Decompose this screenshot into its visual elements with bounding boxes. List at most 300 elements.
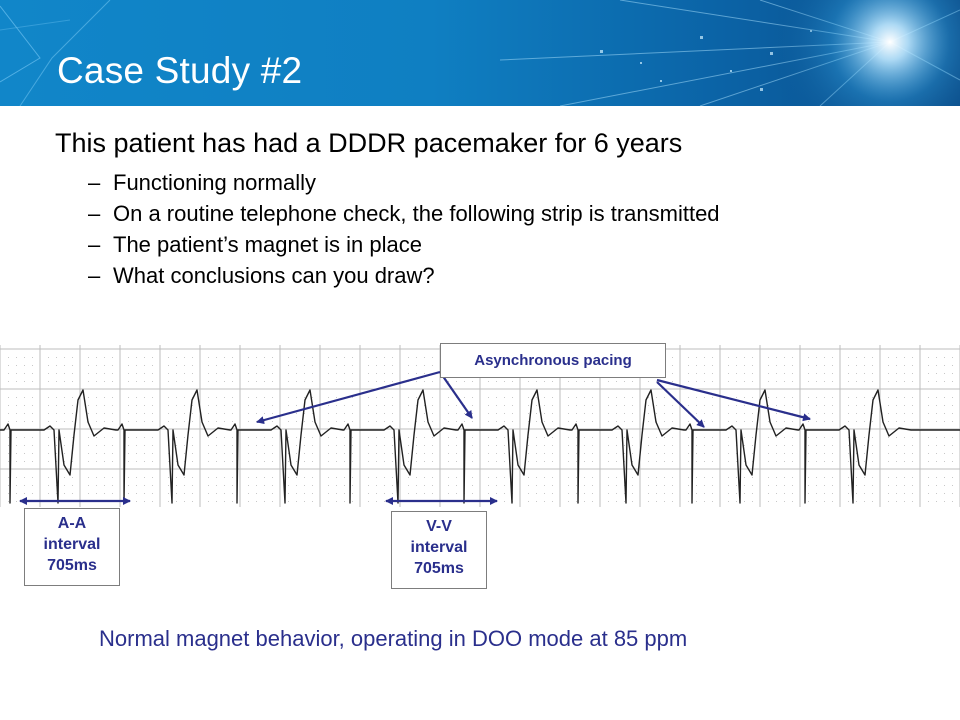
grid-dot bbox=[448, 381, 449, 382]
grid-dot bbox=[208, 437, 209, 438]
grid-dot bbox=[232, 445, 233, 446]
grid-dot bbox=[344, 477, 345, 478]
grid-dot bbox=[872, 397, 873, 398]
grid-dot bbox=[592, 397, 593, 398]
grid-dot bbox=[96, 373, 97, 374]
grid-dot bbox=[864, 373, 865, 374]
grid-dot bbox=[384, 477, 385, 478]
grid-dot bbox=[112, 357, 113, 358]
grid-dot bbox=[912, 413, 913, 414]
grid-dot bbox=[328, 373, 329, 374]
grid-dot bbox=[536, 493, 537, 494]
grid-dot bbox=[256, 365, 257, 366]
grid-dot bbox=[144, 501, 145, 502]
grid-dot bbox=[152, 493, 153, 494]
grid-dot bbox=[552, 445, 553, 446]
grid-dot bbox=[544, 485, 545, 486]
grid-dot bbox=[336, 413, 337, 414]
grid-dot bbox=[664, 413, 665, 414]
grid-dot bbox=[792, 397, 793, 398]
grid-dot bbox=[568, 381, 569, 382]
grid-dot bbox=[312, 453, 313, 454]
grid-dot bbox=[368, 373, 369, 374]
grid-dot bbox=[48, 357, 49, 358]
grid-dot bbox=[256, 437, 257, 438]
grid-dot bbox=[208, 413, 209, 414]
grid-dot bbox=[88, 493, 89, 494]
grid-dot bbox=[128, 493, 129, 494]
grid-dot bbox=[368, 405, 369, 406]
grid-dot bbox=[912, 493, 913, 494]
grid-dot bbox=[64, 477, 65, 478]
grid-dot bbox=[304, 437, 305, 438]
grid-dot bbox=[736, 397, 737, 398]
grid-dot bbox=[728, 421, 729, 422]
grid-dot bbox=[208, 477, 209, 478]
grid-dot bbox=[232, 373, 233, 374]
grid-dot bbox=[736, 365, 737, 366]
grid-dot bbox=[816, 485, 817, 486]
grid-dot bbox=[144, 485, 145, 486]
grid-dot bbox=[408, 397, 409, 398]
grid-dot bbox=[136, 493, 137, 494]
grid-dot bbox=[136, 437, 137, 438]
grid-dot bbox=[248, 421, 249, 422]
grid-dot bbox=[832, 381, 833, 382]
grid-dot bbox=[568, 501, 569, 502]
grid-dot bbox=[912, 453, 913, 454]
grid-dot bbox=[368, 461, 369, 462]
grid-dot bbox=[184, 405, 185, 406]
grid-dot bbox=[856, 437, 857, 438]
grid-dot bbox=[896, 461, 897, 462]
grid-dot bbox=[936, 453, 937, 454]
grid-dot bbox=[456, 477, 457, 478]
grid-dot bbox=[608, 461, 609, 462]
grid-dot bbox=[712, 461, 713, 462]
grid-dot bbox=[168, 485, 169, 486]
grid-dot bbox=[808, 501, 809, 502]
grid-dot bbox=[752, 485, 753, 486]
grid-dot bbox=[704, 445, 705, 446]
grid-dot bbox=[832, 357, 833, 358]
grid-dot bbox=[792, 365, 793, 366]
grid-dot bbox=[224, 445, 225, 446]
grid-dot bbox=[232, 381, 233, 382]
grid-dot bbox=[48, 493, 49, 494]
grid-dot bbox=[696, 381, 697, 382]
grid-dot bbox=[712, 501, 713, 502]
grid-dot bbox=[96, 357, 97, 358]
grid-dot bbox=[256, 405, 257, 406]
grid-dot bbox=[208, 493, 209, 494]
grid-dot bbox=[648, 445, 649, 446]
grid-dot bbox=[808, 437, 809, 438]
grid-dot bbox=[144, 477, 145, 478]
grid-dot bbox=[848, 477, 849, 478]
grid-dot bbox=[136, 445, 137, 446]
grid-dot bbox=[64, 413, 65, 414]
grid-dot bbox=[848, 397, 849, 398]
grid-dot bbox=[536, 445, 537, 446]
grid-dot bbox=[768, 421, 769, 422]
grid-dot bbox=[616, 381, 617, 382]
grid-dot bbox=[832, 461, 833, 462]
grid-dot bbox=[808, 477, 809, 478]
grid-dot bbox=[776, 405, 777, 406]
grid-dot bbox=[768, 485, 769, 486]
grid-dot bbox=[696, 397, 697, 398]
grid-dot bbox=[272, 373, 273, 374]
grid-dot bbox=[272, 397, 273, 398]
grid-dot bbox=[264, 453, 265, 454]
grid-dot bbox=[24, 373, 25, 374]
grid-dot bbox=[432, 493, 433, 494]
grid-dot bbox=[936, 437, 937, 438]
grid-dot bbox=[728, 461, 729, 462]
grid-dot bbox=[152, 437, 153, 438]
grid-dot bbox=[168, 397, 169, 398]
grid-dot bbox=[256, 461, 257, 462]
grid-dot bbox=[888, 437, 889, 438]
grid-dot bbox=[352, 445, 353, 446]
grid-dot bbox=[888, 365, 889, 366]
grid-dot bbox=[32, 501, 33, 502]
grid-dot bbox=[216, 437, 217, 438]
grid-dot bbox=[88, 477, 89, 478]
grid-dot bbox=[856, 461, 857, 462]
grid-dot bbox=[936, 493, 937, 494]
grid-dot bbox=[224, 373, 225, 374]
grid-dot bbox=[64, 381, 65, 382]
grid-dot bbox=[296, 445, 297, 446]
grid-dot bbox=[664, 437, 665, 438]
grid-dot bbox=[528, 413, 529, 414]
grid-dot bbox=[232, 461, 233, 462]
grid-dot bbox=[312, 501, 313, 502]
grid-dot bbox=[208, 373, 209, 374]
grid-dot bbox=[128, 477, 129, 478]
grid-dot bbox=[816, 501, 817, 502]
grid-dot bbox=[864, 477, 865, 478]
grid-dot bbox=[208, 453, 209, 454]
grid-dot bbox=[384, 381, 385, 382]
grid-dot bbox=[264, 445, 265, 446]
grid-dot bbox=[264, 357, 265, 358]
grid-dot bbox=[72, 397, 73, 398]
grid-dot bbox=[16, 501, 17, 502]
grid-dot bbox=[928, 445, 929, 446]
grid-dot bbox=[216, 421, 217, 422]
grid-dot bbox=[768, 437, 769, 438]
grid-dot bbox=[728, 477, 729, 478]
grid-dot bbox=[936, 357, 937, 358]
grid-dot bbox=[536, 461, 537, 462]
grid-dot bbox=[208, 357, 209, 358]
grid-dot bbox=[688, 365, 689, 366]
grid-dot bbox=[192, 501, 193, 502]
grid-dot bbox=[296, 437, 297, 438]
grid-dot bbox=[944, 397, 945, 398]
grid-dot bbox=[216, 365, 217, 366]
grid-dot bbox=[432, 413, 433, 414]
grid-dot bbox=[872, 445, 873, 446]
grid-dot bbox=[904, 437, 905, 438]
grid-dot bbox=[952, 381, 953, 382]
grid-dot bbox=[32, 413, 33, 414]
grid-dot bbox=[544, 493, 545, 494]
grid-dot bbox=[376, 365, 377, 366]
grid-dot bbox=[504, 485, 505, 486]
grid-dot bbox=[16, 437, 17, 438]
grid-dot bbox=[144, 421, 145, 422]
grid-dot bbox=[208, 461, 209, 462]
grid-dot bbox=[864, 413, 865, 414]
grid-dot bbox=[48, 373, 49, 374]
grid-dot bbox=[8, 493, 9, 494]
grid-dot bbox=[824, 381, 825, 382]
grid-dot bbox=[328, 437, 329, 438]
grid-dot bbox=[496, 485, 497, 486]
grid-dot bbox=[136, 365, 137, 366]
grid-dot bbox=[712, 445, 713, 446]
grid-dot bbox=[352, 421, 353, 422]
grid-dot bbox=[488, 445, 489, 446]
grid-dot bbox=[304, 357, 305, 358]
grid-dot bbox=[384, 397, 385, 398]
grid-dot bbox=[152, 477, 153, 478]
grid-dot bbox=[888, 357, 889, 358]
grid-dot bbox=[144, 357, 145, 358]
grid-dot bbox=[288, 485, 289, 486]
grid-dot bbox=[32, 405, 33, 406]
grid-dot bbox=[312, 397, 313, 398]
grid-dot bbox=[304, 477, 305, 478]
grid-dot bbox=[768, 365, 769, 366]
grid-dot bbox=[312, 381, 313, 382]
grid-dot bbox=[128, 421, 129, 422]
grid-dot bbox=[304, 421, 305, 422]
grid-dot bbox=[136, 501, 137, 502]
grid-dot bbox=[896, 445, 897, 446]
grid-dot bbox=[336, 453, 337, 454]
grid-dot bbox=[232, 453, 233, 454]
grid-dot bbox=[648, 477, 649, 478]
grid-dot bbox=[416, 461, 417, 462]
grid-dot bbox=[144, 493, 145, 494]
grid-dot bbox=[32, 477, 33, 478]
grid-dot bbox=[616, 445, 617, 446]
grid-dot bbox=[912, 477, 913, 478]
grid-dot bbox=[376, 461, 377, 462]
grid-dot bbox=[608, 501, 609, 502]
grid-dot bbox=[48, 413, 49, 414]
grid-dot bbox=[288, 397, 289, 398]
grid-dot bbox=[248, 397, 249, 398]
grid-dot bbox=[184, 437, 185, 438]
grid-dot bbox=[664, 405, 665, 406]
grid-dot bbox=[264, 501, 265, 502]
grid-dot bbox=[416, 445, 417, 446]
grid-dot bbox=[912, 405, 913, 406]
grid-dot bbox=[48, 445, 49, 446]
lead-statement: This patient has had a DDDR pacemaker for 6 years bbox=[55, 128, 683, 158]
grid-dot bbox=[736, 421, 737, 422]
grid-dot bbox=[528, 501, 529, 502]
grid-dot bbox=[328, 381, 329, 382]
grid-dot bbox=[928, 453, 929, 454]
grid-dot bbox=[928, 461, 929, 462]
grid-dot bbox=[568, 445, 569, 446]
grid-dot bbox=[136, 405, 137, 406]
grid-dot bbox=[224, 413, 225, 414]
grid-dot bbox=[784, 493, 785, 494]
grid-dot bbox=[456, 421, 457, 422]
grid-dot bbox=[432, 485, 433, 486]
grid-dot bbox=[496, 413, 497, 414]
grid-dot bbox=[392, 421, 393, 422]
grid-dot bbox=[56, 421, 57, 422]
grid-dot bbox=[96, 501, 97, 502]
grid-dot bbox=[8, 437, 9, 438]
grid-dot bbox=[688, 453, 689, 454]
grid-dot bbox=[16, 453, 17, 454]
grid-dot bbox=[216, 493, 217, 494]
grid-dot bbox=[192, 493, 193, 494]
grid-dot bbox=[456, 381, 457, 382]
grid-dot bbox=[656, 485, 657, 486]
grid-dot bbox=[8, 357, 9, 358]
grid-dot bbox=[56, 381, 57, 382]
grid-dot bbox=[104, 413, 105, 414]
grid-dot bbox=[656, 445, 657, 446]
grid-dot bbox=[944, 501, 945, 502]
grid-dot bbox=[16, 413, 17, 414]
grid-dot bbox=[608, 421, 609, 422]
grid-dot bbox=[56, 501, 57, 502]
grid-dot bbox=[928, 437, 929, 438]
grid-dot bbox=[192, 461, 193, 462]
grid-dot bbox=[704, 421, 705, 422]
grid-dot bbox=[248, 477, 249, 478]
grid-dot bbox=[952, 397, 953, 398]
callout-line: A-A bbox=[57, 515, 87, 532]
grid-dot bbox=[8, 373, 9, 374]
grid-dot bbox=[632, 421, 633, 422]
grid-dot bbox=[456, 501, 457, 502]
grid-dot bbox=[344, 501, 345, 502]
grid-dot bbox=[792, 485, 793, 486]
grid-dot bbox=[912, 381, 913, 382]
grid-dot bbox=[16, 357, 17, 358]
grid-dot bbox=[952, 501, 953, 502]
grid-dot bbox=[296, 485, 297, 486]
grid-dot bbox=[96, 477, 97, 478]
grid-dot bbox=[912, 461, 913, 462]
grid-dot bbox=[392, 461, 393, 462]
grid-dot bbox=[104, 381, 105, 382]
grid-dot bbox=[16, 461, 17, 462]
grid-dot bbox=[8, 413, 9, 414]
grid-dot bbox=[672, 381, 673, 382]
grid-dot bbox=[224, 437, 225, 438]
grid-dot bbox=[896, 501, 897, 502]
grid-dot bbox=[464, 405, 465, 406]
grid-dot bbox=[416, 493, 417, 494]
grid-dot bbox=[864, 405, 865, 406]
grid-dot bbox=[744, 365, 745, 366]
grid-dot bbox=[352, 453, 353, 454]
grid-dot bbox=[296, 365, 297, 366]
grid-dot bbox=[152, 373, 153, 374]
grid-dot bbox=[688, 461, 689, 462]
grid-dot bbox=[352, 493, 353, 494]
grid-dot bbox=[488, 437, 489, 438]
grid-dot bbox=[688, 381, 689, 382]
grid-dot bbox=[576, 461, 577, 462]
grid-dot bbox=[88, 365, 89, 366]
grid-dot bbox=[944, 421, 945, 422]
grid-dot bbox=[72, 485, 73, 486]
grid-dot bbox=[904, 373, 905, 374]
grid-dot bbox=[104, 421, 105, 422]
grid-dot bbox=[336, 477, 337, 478]
grid-dot bbox=[328, 493, 329, 494]
grid-dot bbox=[376, 453, 377, 454]
grid-dot bbox=[296, 373, 297, 374]
grid-dot bbox=[856, 373, 857, 374]
grid-dot bbox=[272, 413, 273, 414]
grid-dot bbox=[408, 365, 409, 366]
grid-dot bbox=[384, 501, 385, 502]
grid-dot bbox=[576, 477, 577, 478]
grid-dot bbox=[552, 437, 553, 438]
grid-dot bbox=[152, 365, 153, 366]
grid-dot bbox=[304, 373, 305, 374]
grid-dot bbox=[808, 453, 809, 454]
grid-dot bbox=[528, 477, 529, 478]
grid-dot bbox=[424, 493, 425, 494]
bullet-item bbox=[88, 198, 720, 229]
grid-dot bbox=[904, 501, 905, 502]
grid-dot bbox=[952, 405, 953, 406]
grid-dot bbox=[376, 477, 377, 478]
grid-dot bbox=[136, 397, 137, 398]
grid-dot bbox=[624, 501, 625, 502]
grid-dot bbox=[168, 405, 169, 406]
grid-dot bbox=[112, 485, 113, 486]
grid-dot bbox=[112, 477, 113, 478]
grid-dot bbox=[704, 357, 705, 358]
grid-dot bbox=[272, 421, 273, 422]
grid-dot bbox=[776, 373, 777, 374]
grid-dot bbox=[672, 445, 673, 446]
grid-dot bbox=[368, 381, 369, 382]
grid-dot bbox=[104, 365, 105, 366]
grid-dot bbox=[536, 381, 537, 382]
grid-dot bbox=[568, 421, 569, 422]
grid-dot bbox=[736, 493, 737, 494]
grid-dot bbox=[64, 445, 65, 446]
grid-dot bbox=[136, 485, 137, 486]
grid-dot bbox=[416, 437, 417, 438]
grid-dot bbox=[152, 357, 153, 358]
grid-dot bbox=[184, 453, 185, 454]
grid-dot bbox=[768, 445, 769, 446]
grid-dot bbox=[872, 493, 873, 494]
grid-dot bbox=[272, 477, 273, 478]
grid-dot bbox=[528, 493, 529, 494]
